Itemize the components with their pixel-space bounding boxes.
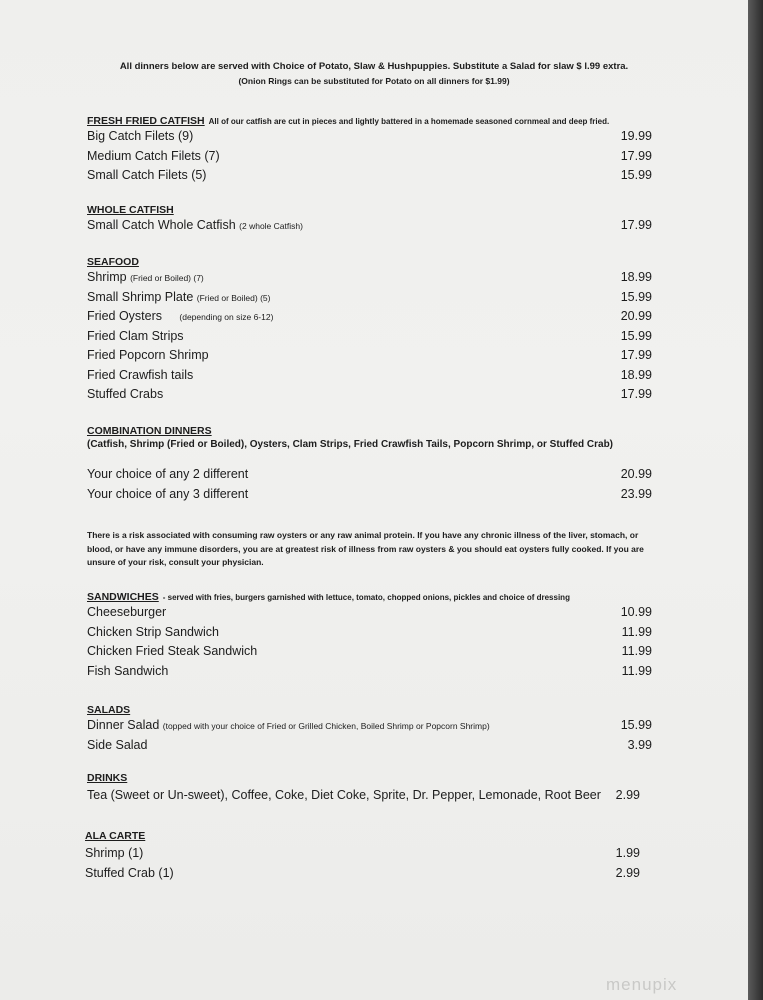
section-whole-catfish [87,200,652,236]
menu-item [87,268,652,288]
menu-item [87,127,652,147]
item-name: Fried Crawfish tails [87,367,194,382]
menu-item [87,385,652,405]
item-price: 17.99 [620,348,652,362]
section-catfish [87,111,652,186]
item-price: 20.99 [620,309,652,323]
menu-item [85,844,652,864]
item-price: 2.99 [615,865,640,880]
item-price: 19.99 [620,129,652,143]
intro-line-2: (Onion Rings can be substituted for Potato on all dinners for $1.99) [238,76,510,86]
item-price: 1.99 [615,846,640,860]
section-sandwiches [87,587,652,681]
item-price: 15.99 [620,718,652,732]
item-name: Big Catch Filets (9) [87,129,194,143]
item-name: Stuffed Crab (1) [85,865,174,880]
menu-item [87,216,652,236]
item-name: Cheeseburger [87,605,167,619]
section-heading: WHOLE CATFISH [87,204,174,216]
section-combination [87,421,652,504]
menu-item [87,623,652,643]
item-price: 15.99 [620,328,652,343]
section-drinks [87,768,652,806]
section-heading: SANDWICHES [87,591,159,603]
item-name: Tea (Sweet or Un-sweet), Coffee, Coke, Diet Coke, Sprite, Dr. Pepper, Lemonade, Root Beer [87,788,601,802]
item-price: 11.99 [621,644,652,658]
section-heading: SEAFOOD [87,256,139,268]
item-price: 17.99 [620,148,652,163]
section-heading: FRESH FRIED CATFISH [87,115,205,127]
menu-item [87,147,652,167]
item-name: Small Catch Filets (5) [87,168,207,182]
item-price: 10.99 [620,605,652,619]
menu-item [87,716,652,736]
item-name: Your choice of any 3 different [87,486,249,501]
section-note: - served with fries, burgers garnished with lettuce, tomato, chopped onions, pickles and choice of dressing [162,593,570,602]
menu-item [87,166,652,186]
item-name: Chicken Fried Steak Sandwich [87,644,258,658]
item-price: 11.99 [621,663,652,678]
menu-item [87,603,652,623]
section-salads [87,700,652,755]
item-price: 18.99 [620,270,652,284]
item-note: (topped with your choice of Fried or Grilled Chicken, Boiled Shrimp or Popcorn Shrimp) [162,721,490,731]
item-price: 17.99 [620,387,652,401]
menu-item [87,736,652,756]
item-name: Stuffed Crabs [87,387,164,401]
menu-item [87,662,652,682]
menu-item [87,366,652,386]
menu-item [87,786,652,806]
section-seafood [87,252,652,405]
item-price: 18.99 [620,367,652,382]
item-price: 23.99 [620,486,652,501]
menu-item [87,327,652,347]
item-price: 3.99 [627,737,652,752]
menu-item [87,465,652,485]
intro-line-1: All dinners below are served with Choice of Potato, Slaw & Hushpuppies. Substitute a Salad for slaw $ l.99 extra. [119,61,629,72]
section-note: All of our catfish are cut in pieces and lightly battered in a homemade seasoned cornmeal and deep fried. [208,117,610,126]
item-price: 15.99 [620,168,652,182]
item-name: Small Shrimp Plate [87,289,194,304]
watermark: menupix [606,975,678,994]
item-name: Small Catch Whole Catfish [87,218,236,232]
item-name: Fried Clam Strips [87,328,184,343]
item-note: (2 whole Catfish) [239,221,303,231]
intro [0,61,748,86]
item-name: Shrimp [87,270,127,284]
item-price: 20.99 [620,467,652,481]
item-price: 11.99 [621,624,652,639]
item-name: Shrimp (1) [85,846,144,860]
item-name: Medium Catch Filets (7) [87,148,220,163]
section-heading: DRINKS [87,772,128,784]
raw-oyster-warning: There is a risk associated with consuming raw oysters or any raw animal protein. If you have any chronic illness of the liver, stomach, or blood, or have any immune disorders, you are at greatest risk of illness from raw oysters & you should eat oysters fully cooked. If you are unsure of your risk, consult your physician. [87,530,644,567]
section-heading: SALADS [87,704,131,716]
item-name: Fried Oysters [87,309,163,323]
item-name: Side Salad [87,737,148,752]
item-name: Dinner Salad [87,718,160,732]
menu-item [87,642,652,662]
item-note: (Fried or Boiled) (7) [130,273,204,283]
menu-item [87,288,652,308]
menu-item [87,346,652,366]
item-name: Your choice of any 2 different [87,467,249,481]
item-price: 2.99 [615,788,640,802]
item-price: 17.99 [620,218,652,232]
menu-item [87,485,652,505]
menu-item [87,307,652,327]
item-name: Chicken Strip Sandwich [87,624,220,639]
section-heading: COMBINATION DINNERS [87,425,212,437]
item-note: (Fried or Boiled) (5) [196,292,271,303]
item-name: Fried Popcorn Shrimp [87,348,209,362]
item-price: 15.99 [620,289,652,304]
item-name: Fish Sandwich [87,663,169,678]
item-note: (depending on size 6-12) [179,312,274,322]
section-heading: ALA CARTE [85,830,146,842]
section-ala-carte [85,826,652,883]
menu-item [85,864,652,884]
section-subtitle: (Catfish, Shrimp (Fried or Boiled), Oysters, Clam Strips, Fried Crawfish Tails, Popcorn Shrimp, or Stuffed Crab) [87,439,614,450]
page-edge [748,0,763,1000]
